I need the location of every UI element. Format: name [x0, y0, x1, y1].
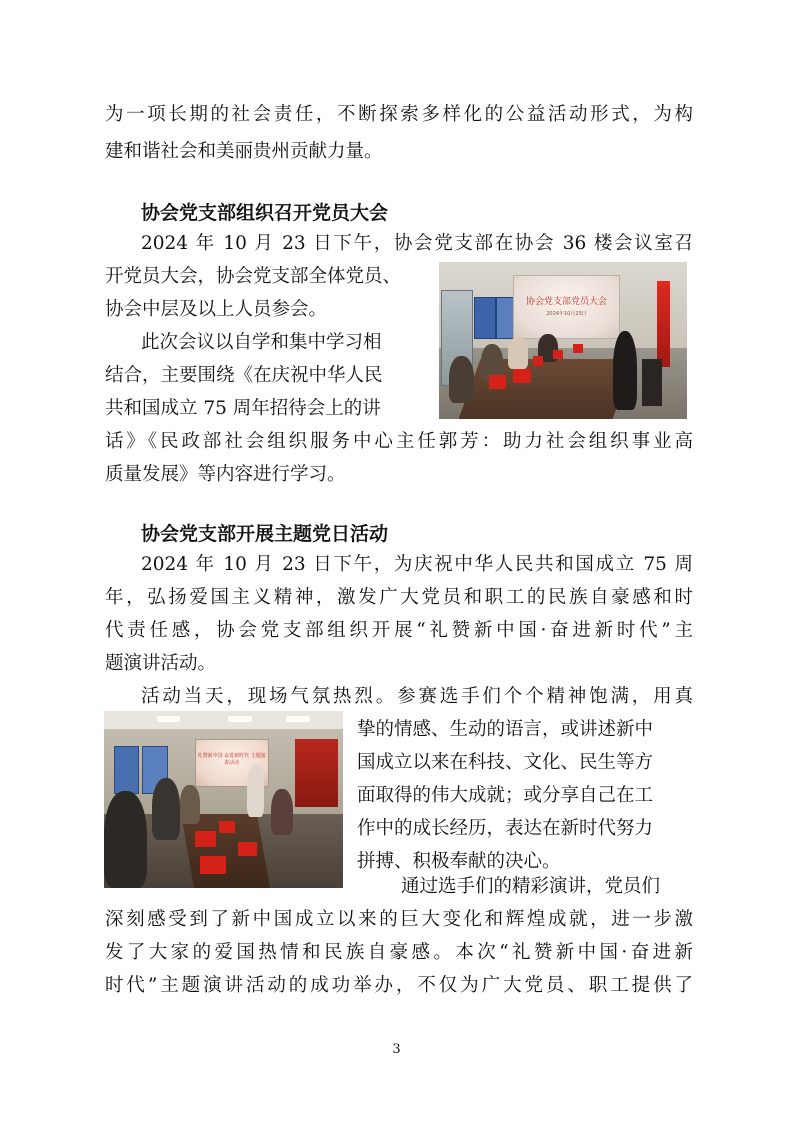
meeting-projector-screen	[513, 275, 619, 340]
meeting-screen-title: 协会党支部党员大会	[525, 297, 607, 308]
section2-line-5: 活动当天，现场气氛热烈。参赛选手们个个精神饱满，用真	[141, 686, 693, 707]
section2-line-13: 发了大家的爱国热情和民族自豪感。本次“礼赞新中国·奋进新	[105, 942, 693, 963]
section2-line-9: 作中的成长经历，表达在新时代努力	[357, 818, 654, 839]
section2-line-1: 2024 年 10 月 23 日下午，为庆祝中华人民共和国成立 75 周	[141, 554, 693, 575]
table-flag-icon	[219, 821, 236, 833]
section2-line-2: 年，弘扬爱国主义精神，激发广大党员和职工的民族自豪感和时	[105, 587, 693, 608]
table-flag-icon	[533, 356, 543, 365]
speech-photo	[104, 711, 343, 888]
section1-line-5: 结合，主要围绕《在庆祝中华人民	[105, 365, 383, 386]
section2-line-7: 国成立以来在科技、文化、民生等方	[357, 752, 654, 773]
meeting-screen-date: 2024年10月23日	[546, 311, 587, 318]
section1-line-6: 共和国成立 75 周年招待会上的讲	[105, 398, 381, 419]
table-flag-icon	[489, 375, 506, 389]
section2-line-8: 面取得的伟大成就；或分享自己在工	[357, 785, 654, 806]
section2-line-6: 挚的情感、生动的语言，或讲述新中	[357, 719, 654, 740]
speech-screen-title: 礼赞新中国 奋进新时代 主题演讲活动	[197, 753, 266, 767]
meeting-photo	[439, 262, 687, 419]
section1-line-2: 开党员大会，协会党支部全体党员、	[105, 266, 402, 287]
section2-line-4: 题演讲活动。	[105, 653, 217, 674]
section1-heading: 协会党支部组织召开党员大会	[141, 202, 389, 224]
table-flag-icon	[195, 831, 217, 847]
red-banner-wall	[295, 739, 338, 806]
section2-line-3: 代责任感，协会党支部组织开展“礼赞新中国·奋进新时代”主	[105, 620, 693, 641]
party-flag-icon	[657, 281, 669, 367]
section2-line-11: 通过选手们的精彩演讲，党员们	[401, 876, 661, 897]
intro-line-2: 建和谐社会和美丽贵州贡献力量。	[105, 141, 383, 162]
section1-line-8: 质量发展》等内容进行学习。	[105, 464, 346, 485]
section2-line-14: 时代”主题演讲活动的成功举办，不仅为广大党员、职工提供了	[105, 975, 693, 996]
table-flag-icon	[513, 369, 530, 383]
section2-heading: 协会党支部开展主题党日活动	[141, 523, 389, 545]
table-flag-icon	[238, 842, 257, 856]
section1-line-3: 协会中层及以上人员参会。	[105, 299, 328, 320]
section2-line-10: 拼搏、积极奉献的决心。	[357, 851, 561, 872]
table-flag-icon	[573, 344, 583, 353]
table-flag-icon	[200, 856, 226, 874]
section1-line-7: 话》《民政部社会组织服务中心主任郭芳：助力社会组织事业高	[105, 431, 693, 452]
intro-line-1: 为一项长期的社会责任，不断探索多样化的公益活动形式，为构	[105, 104, 693, 125]
section1-line-1: 2024 年 10 月 23 日下午，协会党支部在协会 36 楼会议室召	[141, 233, 693, 254]
table-flag-icon	[553, 350, 563, 359]
section2-line-12: 深刻感受到了新中国成立以来的巨大变化和辉煌成就，进一步激	[105, 909, 693, 930]
page-number: 3	[392, 1042, 401, 1057]
section1-line-4: 此次会议以自学和集中学习相	[141, 332, 382, 353]
